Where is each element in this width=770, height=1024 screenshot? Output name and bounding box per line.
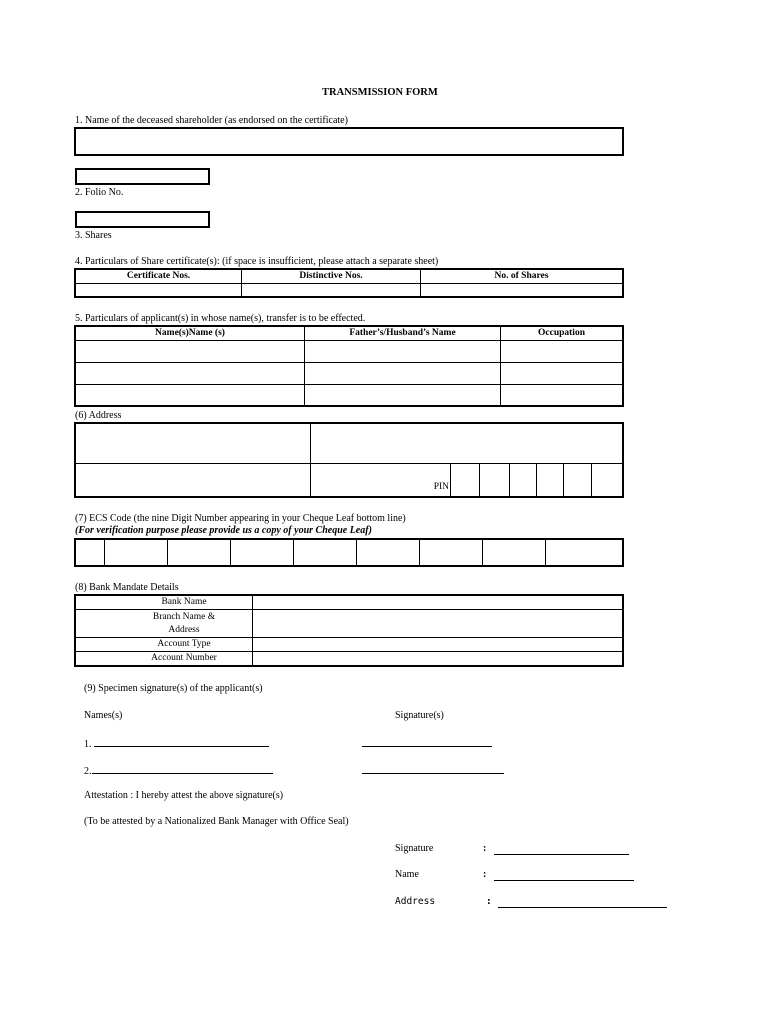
bank-name-field[interactable]	[253, 595, 624, 610]
pin-digit-box[interactable]	[480, 463, 510, 497]
q6-label: (6) Address	[75, 410, 122, 421]
ecs-code-boxes	[74, 538, 624, 567]
applicant-name-cell[interactable]	[75, 362, 305, 384]
signature-line-2[interactable]	[362, 763, 504, 774]
attest-name-line[interactable]	[494, 870, 634, 881]
applicant-occupation-cell[interactable]	[501, 362, 624, 384]
applicant-name-cell[interactable]	[75, 384, 305, 406]
distinctive-nos-cell[interactable]	[242, 283, 421, 297]
q2-label: 2. Folio No.	[75, 187, 124, 198]
attest-address-label: Address	[395, 896, 436, 907]
header-certificate-nos: Certificate Nos.	[75, 269, 242, 283]
branch-name-label: Branch Name &	[152, 611, 216, 622]
attest-name-sep: :	[483, 869, 487, 880]
bank-name-label: Bank Name	[75, 595, 253, 610]
applicants-table	[74, 325, 624, 407]
ecs-digit-box[interactable]	[105, 539, 168, 566]
attest-signature-label: Signature	[395, 843, 434, 854]
pin-digit-box[interactable]	[537, 463, 564, 497]
pin-digit-box[interactable]	[451, 463, 480, 497]
header-names: Name(s)Name (s)	[75, 326, 305, 340]
ecs-digit-box[interactable]	[168, 539, 231, 566]
signature-line-1[interactable]	[362, 736, 492, 747]
account-type-label: Account Type	[75, 638, 253, 652]
pin-label: PIN	[311, 463, 451, 497]
ecs-digit-box[interactable]	[357, 539, 420, 566]
applicant-father-name-cell[interactable]	[305, 362, 501, 384]
account-number-label: Account Number	[75, 652, 253, 667]
applicant-occupation-cell[interactable]	[501, 340, 624, 362]
pin-digit-box[interactable]	[564, 463, 592, 497]
ecs-digit-box[interactable]	[75, 539, 105, 566]
signature-row-2	[84, 763, 273, 778]
attest-signature-line[interactable]	[494, 844, 629, 855]
q5-label: 5. Particulars of applicant(s) in whose name(s), transfer is to be effected.	[75, 313, 366, 324]
q3-label: 3. Shares	[75, 230, 112, 241]
row-number: 1.	[84, 739, 92, 750]
applicant-father-name-cell[interactable]	[305, 340, 501, 362]
applicant-name-cell[interactable]	[75, 340, 305, 362]
certificate-table	[74, 268, 624, 298]
header-distinctive-nos: Distinctive Nos.	[242, 269, 421, 283]
ecs-digit-box[interactable]	[294, 539, 357, 566]
ecs-digit-box[interactable]	[546, 539, 624, 566]
header-no-of-shares: No. of Shares	[421, 269, 624, 283]
account-type-field[interactable]	[253, 638, 624, 652]
names-heading: Names(s)	[84, 710, 123, 721]
q7-label: (7) ECS Code (the nine Digit Number appearing in your Cheque Leaf bottom line)	[75, 513, 406, 524]
attest-address-line[interactable]	[498, 897, 667, 908]
address-table	[74, 422, 624, 498]
attest-name-label: Name	[395, 869, 419, 880]
ecs-digit-box[interactable]	[483, 539, 546, 566]
signature-row-1	[84, 736, 269, 751]
name-line-2[interactable]	[92, 763, 273, 774]
attestation-text: Attestation : I hereby attest the above signature(s)	[84, 790, 284, 801]
attestation-note: (To be attested by a Nationalized Bank Manager with Office Seal)	[84, 816, 349, 827]
address-cell[interactable]	[311, 423, 624, 463]
address-cell[interactable]	[75, 463, 311, 497]
folio-no-field[interactable]	[75, 168, 210, 185]
applicant-father-name-cell[interactable]	[305, 384, 501, 406]
deceased-name-field[interactable]	[74, 127, 624, 156]
shares-field[interactable]	[75, 211, 210, 228]
pin-digit-box[interactable]	[510, 463, 537, 497]
name-line-1[interactable]	[94, 736, 269, 747]
address-cell[interactable]	[75, 423, 311, 463]
bank-mandate-table	[74, 594, 624, 667]
pin-digit-box[interactable]	[592, 463, 624, 497]
branch-address-field[interactable]	[253, 610, 624, 638]
header-occupation: Occupation	[501, 326, 624, 340]
branch-address-label	[75, 610, 253, 638]
q1-label: 1. Name of the deceased shareholder (as endorsed on the certificate)	[75, 115, 348, 126]
q9-label: (9) Specimen signature(s) of the applicant(s)	[84, 683, 263, 694]
q8-label: (8) Bank Mandate Details	[75, 582, 179, 593]
applicant-occupation-cell[interactable]	[501, 384, 624, 406]
q4-label: 4. Particulars of Share certificate(s): (if space is insufficient, please attach a separate sheet)	[75, 256, 439, 267]
form-title: TRANSMISSION FORM	[322, 87, 438, 98]
no-of-shares-cell[interactable]	[421, 283, 624, 297]
attest-address-sep: :	[486, 896, 492, 907]
address-label: Address	[168, 624, 200, 635]
ecs-digit-box[interactable]	[231, 539, 294, 566]
q7-note: (For verification purpose please provide us a copy of your Cheque Leaf)	[75, 525, 372, 536]
row-number: 2.	[84, 766, 92, 777]
header-father-husband-name: Father’s/Husband’s Name	[305, 326, 501, 340]
attest-signature-sep: :	[483, 843, 487, 854]
certificate-nos-cell[interactable]	[75, 283, 242, 297]
account-number-field[interactable]	[253, 652, 624, 667]
signatures-heading: Signature(s)	[395, 710, 444, 721]
ecs-digit-box[interactable]	[420, 539, 483, 566]
